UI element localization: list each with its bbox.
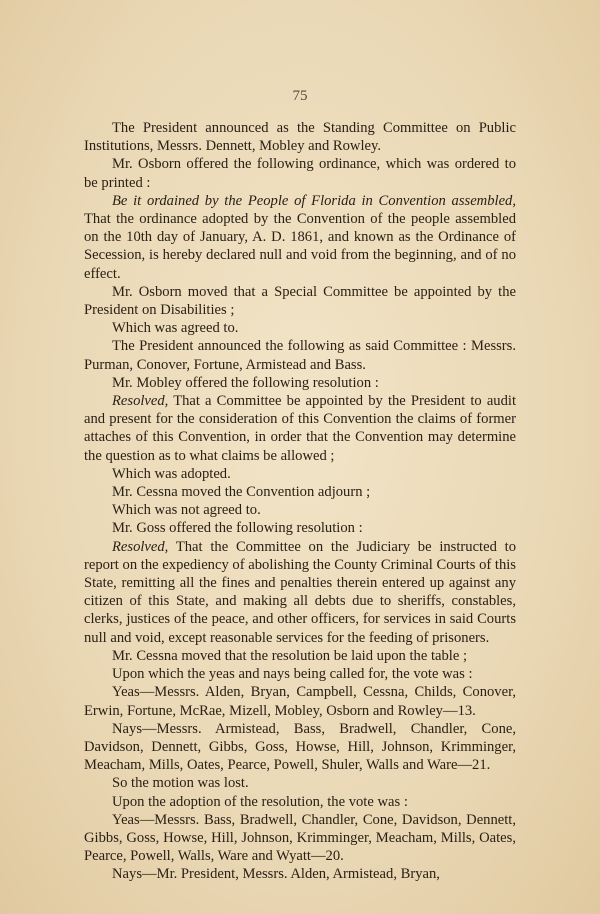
paragraph — [84, 392, 516, 465]
paragraph-text: Mr. Mobley offered the following resolution : — [112, 374, 379, 391]
paragraph-text: The President announced the following as said Committee : Messrs. Purman, Conover, Fortune, Armistead and Bass. — [84, 338, 516, 373]
paragraph — [84, 374, 516, 392]
paragraph-text: That the Committee on the Judiciary be instructed to report on the expediency of abolishing the County Criminal Courts of this State, remitting all the fines and penalties therein entered up against any citizen of this State, and making all debts due to sheriffs, constables, clerks, justices of the peace, and other officers, for services in said Courts null and void, except reasonable services for the feeding of prisoners. — [84, 538, 516, 646]
paragraph-text: The President announced as the Standing Committee on Public Institutions, Messrs. Dennett, Mobley and Rowley. — [84, 120, 516, 155]
paragraph-text: So the motion was lost. — [112, 775, 249, 792]
paragraph-text: Mr. Osborn moved that a Special Committee be appointed by the President on Disabilities ; — [84, 283, 516, 319]
paragraph — [84, 774, 516, 792]
page-number: 75 — [292, 88, 308, 104]
paragraph-lead: Resolved, — [112, 538, 169, 555]
paragraph-text: Which was agreed to. — [112, 320, 239, 337]
paragraph-text: That the ordinance adopted by the Convention of the people assembled on the 10th day of January, A. D. 1861, and known as the Ordinance of Secession, is hereby declared null and void from the beginning, and of no effect. — [84, 211, 516, 282]
paragraph-lead: Be it ordained by the People of Florida in Convention assembled, — [112, 192, 516, 209]
paragraph — [84, 793, 516, 811]
paragraph-text: Yeas—Messrs. Alden, Bryan, Campbell, Cessna, Childs, Conover, Erwin, Fortune, McRae, Mizell, Mobley, Osborn and Rowley—13. — [84, 684, 516, 719]
paragraph — [84, 465, 516, 483]
paragraph-text: Nays—Messrs. Armistead, Bass, Bradwell, Chandler, Cone, Davidson, Dennett, Gibbs, Goss, Howse, Hill, Johnson, Krimminger, Meacham, Mills, Oates, Pearce, Powell, Shuler, Walls and Ware—21. — [84, 720, 516, 774]
paragraph — [84, 519, 516, 537]
paragraph — [84, 538, 516, 647]
paragraph-text: Mr. Cessna moved the Convention adjourn ; — [112, 484, 371, 501]
body-text — [84, 119, 516, 884]
paragraph-text: Mr. Cessna moved that the resolution be laid upon the table ; — [112, 647, 468, 664]
paragraph-text: Which was not agreed to. — [112, 502, 261, 519]
paragraph — [84, 319, 516, 337]
paragraph-text: That a Committee be appointed by the President to audit and present for the consideration of this Convention the claims of former attaches of this Convention, in order that the Convention may determine the question as to what claims be allowed ; — [84, 393, 516, 464]
paragraph-text: Upon which the yeas and nays being called for, the vote was : — [112, 666, 473, 683]
paragraph — [84, 283, 516, 319]
paragraph — [84, 501, 516, 519]
paragraph-text: Mr. Osborn offered the following ordinance, which was ordered to be printed : — [84, 156, 516, 191]
paragraph — [84, 483, 516, 501]
paragraph — [84, 337, 516, 373]
paragraph — [84, 811, 516, 866]
paragraph — [84, 155, 516, 191]
paragraph-text: Mr. Goss offered the following resolution : — [112, 520, 363, 537]
paragraph — [84, 192, 516, 283]
paragraph-lead: Resolved, — [112, 393, 169, 410]
paragraph — [84, 665, 516, 683]
paragraph-text: Which was adopted. — [112, 465, 231, 482]
paragraph — [84, 683, 516, 719]
paragraph-text: Upon the adoption of the resolution, the vote was : — [112, 793, 408, 810]
paragraph-text: Yeas—Messrs. Bass, Bradwell, Chandler, Cone, Davidson, Dennett, Gibbs, Goss, Howse, Hill, Johnson, Krimminger, Meacham, Mills, Oates, Pearce, Powell, Walls, Ware and Wyatt—20. — [84, 811, 516, 865]
paragraph — [84, 647, 516, 665]
paragraph — [84, 865, 516, 883]
paragraph-text: Nays—Mr. President, Messrs. Alden, Armistead, Bryan, — [112, 866, 440, 883]
paragraph — [84, 720, 516, 775]
paragraph — [84, 119, 516, 155]
